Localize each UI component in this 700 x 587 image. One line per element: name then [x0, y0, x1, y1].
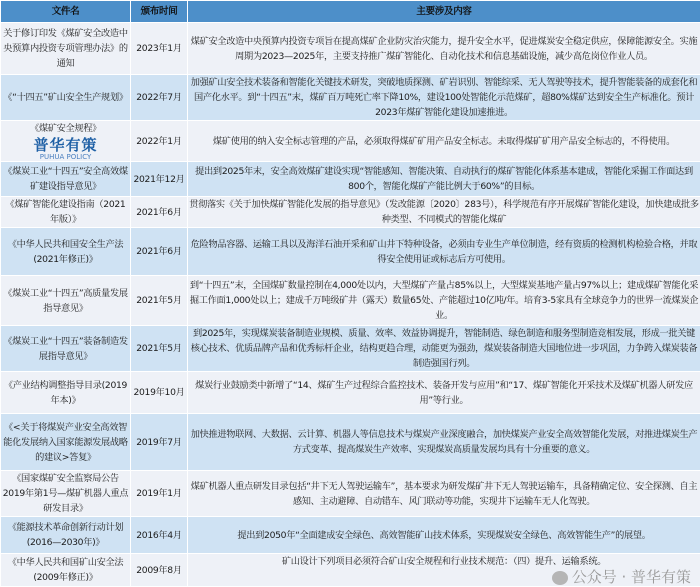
- file-name-cell-text: 《中华人民共和国矿山安全法(2009年修正)》: [2, 555, 129, 585]
- file-name-cell: [1, 276, 131, 326]
- table-row: [1, 372, 700, 414]
- wechat-icon: [552, 571, 568, 585]
- table-row: [1, 121, 700, 162]
- content-cell: [188, 121, 700, 162]
- file-name-cell-text: 关于修订印发《煤矿安全改造中央预算内投资专项管理办法》的通知: [2, 26, 129, 71]
- file-name-cell: [1, 471, 131, 517]
- file-name-cell-text: 《煤矿安全规程》: [2, 121, 129, 136]
- file-name-cell: [1, 517, 131, 554]
- date-cell: [131, 554, 188, 587]
- table-row: [1, 276, 700, 326]
- date-cell: [131, 23, 188, 75]
- table-row: [1, 326, 700, 372]
- date-cell-text: 2021年12月: [132, 172, 186, 187]
- content-cell: [188, 276, 700, 326]
- table-row: [1, 554, 700, 587]
- table-row: [1, 197, 700, 228]
- date-cell: [131, 197, 188, 228]
- wechat-watermark: [189, 569, 699, 586]
- file-name-cell-text: 《煤炭工业“十四五”装备制造发展指导意见》: [2, 334, 129, 364]
- file-name-cell: [1, 326, 131, 372]
- table-row: [1, 517, 700, 554]
- logo-cn: 普华有策: [2, 137, 129, 153]
- file-name-cell: [1, 197, 131, 228]
- content-cell: [188, 228, 700, 276]
- file-name-cell: [1, 121, 131, 162]
- table-row: [1, 228, 700, 276]
- content-cell: [188, 372, 700, 414]
- content-cell-text: 加强矿山安全技术装备和智能化关键技术研发，突破地质探测、矿岩识别、智能综采、无人驾驶等技术，提升智能装备的成套化和国产化水平。到“十四五”末，煤矿百万吨死亡率下降10%，建设100处智能化示范煤矿，超80%煤矿达到安全生产标准化。预计2023年煤矿智能化建设加速推进。: [189, 75, 699, 120]
- file-name-cell-text: 《“十四五”矿山安全生产规划》: [2, 90, 129, 105]
- date-cell-text: 2019年1月: [132, 486, 186, 501]
- date-cell-text: 2021年6月: [132, 244, 186, 259]
- date-cell: [131, 414, 188, 471]
- content-cell: [188, 75, 700, 121]
- logo-en: PUHUA POLICY: [2, 153, 129, 161]
- content-cell: [188, 414, 700, 471]
- table-row: [1, 23, 700, 75]
- date-cell-text: 2023年1月: [132, 41, 186, 56]
- content-cell: [188, 471, 700, 517]
- file-name-cell-text: 《中华人民共和国安全生产法(2021年修正)》: [2, 237, 129, 267]
- content-cell: [188, 554, 700, 587]
- file-name-cell: [1, 75, 131, 121]
- file-name-cell: [1, 372, 131, 414]
- file-name-cell-text: 《<关于将煤炭产业安全高效智能化发展纳入国家能源发展战略的建议>答复》: [2, 420, 129, 465]
- content-cell-text: 煤矿使用的纳入安全标志管理的产品，必须取得煤矿矿用产品安全标志。未取得煤矿矿用产品安全标志的，不得使用。: [189, 134, 699, 149]
- date-cell: [131, 162, 188, 197]
- date-cell-text: 2019年10月: [132, 385, 186, 400]
- file-name-cell: [1, 414, 131, 471]
- content-cell: [188, 23, 700, 75]
- file-name-cell: [1, 554, 131, 587]
- date-cell: [131, 121, 188, 162]
- date-cell: [131, 326, 188, 372]
- puhua-logo: [2, 137, 129, 161]
- content-cell: [188, 517, 700, 554]
- date-cell-text: 2021年6月: [132, 205, 186, 220]
- date-cell: [131, 471, 188, 517]
- table-header-row: [1, 1, 700, 23]
- date-cell-text: 2021年5月: [132, 293, 186, 308]
- content-cell-text: 危险物品容器、运输工具以及海洋石油开采和矿山井下特种设备，必须由专业生产单位制造，经有资质的检测机构检验合格，并取得安全使用证或标志后方可使用。: [189, 237, 699, 267]
- file-name-cell-text: 《能源技术革命创新行动计划(2016—2030年)》: [2, 520, 129, 550]
- date-cell-text: 2022年1月: [132, 134, 186, 149]
- file-name-cell-text: 《煤炭工业“十四五”安全高效煤矿建设指导意见》: [2, 164, 129, 194]
- table-row: [1, 162, 700, 197]
- content-cell-text: 提出到2025年末，安全高效煤矿建设实现“智能感知、智能决策、自动执行的煤矿智能化体系基本建成，智能化采掘工作面达到800个，智能化煤矿产能比例大于60%”的目标。: [189, 164, 699, 194]
- content-cell: [188, 326, 700, 372]
- date-cell: [131, 517, 188, 554]
- watermark-text: 公众号 · 普华有策: [572, 569, 691, 586]
- content-cell-text: 加快推进物联网、大数据、云计算、机器人等信息技术与煤炭产业深度融合，加快煤炭产业安全高效智能化发展，对推进煤炭生产方式变革、提高煤炭生产效率、实现煤炭高质量发展均具有十分重要的意义。: [189, 427, 699, 457]
- content-cell-text: 煤炭行业鼓励类中新增了“14、煤矿生产过程综合监控技术、装备开发与应用”和“17、煤矿智能化开采技术及煤矿机器人研发应用”等行业。: [189, 378, 699, 408]
- file-name-cell-text: 《煤矿智能化建设指南（2021年版）》: [2, 197, 129, 227]
- content-cell: [188, 162, 700, 197]
- content-cell-text: 矿山设计下列项目必须符合矿山安全规程和行业技术规范：（四）提升、运输系统。: [189, 554, 699, 569]
- table-row: [1, 414, 700, 471]
- file-name-cell-text: 《国家煤矿安全监察局公告2019年第1号—煤矿机器人重点研发目录》: [2, 471, 129, 516]
- content-cell-text: 到“十四五”末，全国煤矿数量控制在4,000处以内，大型煤矿产量占85%以上，大型煤炭基地产量占97%以上；建成煤矿智能化采掘工作面1,000处以上；建成千万吨级矿井（露天）数量65处、产能超过10亿吨/年。培育3-5家具有全球竞争力的世界一流煤炭企业。: [189, 278, 699, 323]
- file-name-cell: [1, 23, 131, 75]
- date-cell: [131, 276, 188, 326]
- date-cell: [131, 75, 188, 121]
- content-cell-text: 贯彻落实《关于加快煤矿智能化发展的指导意见》（发改能源〔2020〕283号），科学规范有序开展煤矿智能化建设，加快建成批多种类型、不同模式的智能化煤矿: [189, 197, 699, 227]
- date-cell-text: 2022年7月: [132, 90, 186, 105]
- date-cell: [131, 372, 188, 414]
- content-cell: [188, 197, 700, 228]
- table-row: [1, 471, 700, 517]
- header-date: 颁布时间: [131, 1, 188, 23]
- file-name-cell: [1, 228, 131, 276]
- file-name-cell: [1, 162, 131, 197]
- header-content: 主要涉及内容: [188, 1, 700, 23]
- content-cell-text: 煤矿安全改造中央预算内投资专项旨在提高煤矿企业防灾治灾能力，提升安全水平，促进煤炭安全稳定供应，保障能源安全。实施周期为2023—2025年，主要支持推广煤矿智能化、自动化技术和信息基础设施，减少高危岗位作业人员。: [189, 34, 699, 64]
- content-cell-text: 提出到2050年“全面建成安全绿色、高效智能矿山技术体系，实现煤炭安全绿色、高效智能生产”的展望。: [189, 528, 699, 543]
- header-file-name: 文件名: [1, 1, 131, 23]
- date-cell-text: 2019年7月: [132, 435, 186, 450]
- file-name-cell-text: 《煤炭工业“十四五”高质量发展指导意见》: [2, 286, 129, 316]
- date-cell-text: 2009年8月: [132, 563, 186, 578]
- date-cell-text: 2016年4月: [132, 528, 186, 543]
- date-cell: [131, 228, 188, 276]
- content-cell-text: 到2025年，实现煤炭装备制造业规模、质量、效率、效益协调提升，智能制造、绿色制造和服务型制造竞相发展，形成一批关键核心技术、优质品牌产品和优秀标杆企业，结构更趋合理，动能更为强劲，煤炭装备制造大国地位进一步巩固，力争跨入煤炭装备制造强国行列。: [189, 326, 699, 371]
- date-cell-text: 2021年5月: [132, 341, 186, 356]
- content-cell-text: 煤矿机器人重点研发目录包括“井下无人驾驶运输车”，基本要求为研发煤矿井下无人驾驶运输车，具备精确定位、安全探测、自主感知、主动避障、自动错车、风门联动等功能，实现井下运输车无人化驾驶。: [189, 479, 699, 509]
- table-row: [1, 75, 700, 121]
- file-name-cell-text: 《产业结构调整指导目录(2019年本)》: [2, 378, 129, 408]
